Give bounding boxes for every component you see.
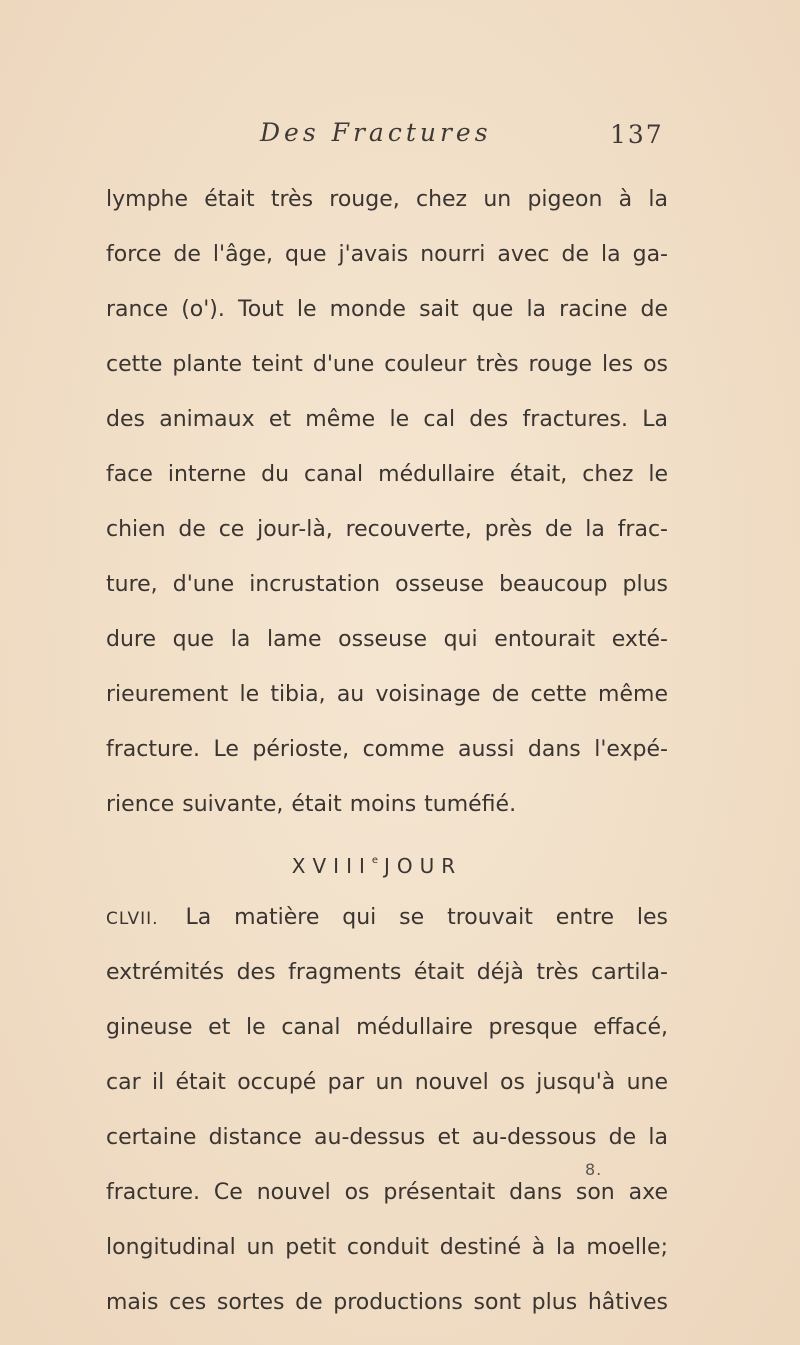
section-heading-numeral: XVIII bbox=[291, 854, 372, 878]
section-heading-superscript: e bbox=[371, 855, 379, 866]
page-number: 137 bbox=[610, 120, 664, 149]
paragraph-first-line bbox=[106, 890, 668, 945]
paragraph-number: CLVII. bbox=[106, 909, 159, 929]
text-block bbox=[106, 172, 668, 1330]
text-line: lymphe était très rouge, chez un pigeon à la bbox=[106, 187, 668, 212]
signature-mark: 8. bbox=[585, 1160, 603, 1179]
text-line: chien de ce jour-là, recouverte, près de la frac- bbox=[106, 517, 668, 542]
text-line: dure que la lame osseuse qui entourait exté- bbox=[106, 627, 668, 652]
text-line: longitudinal un petit conduit destiné à la moelle; bbox=[106, 1235, 668, 1260]
text-line: rieurement le tibia, au voisinage de cette même bbox=[106, 682, 668, 707]
paragraph-first-line-text: La matière qui se trouvait entre les bbox=[185, 905, 669, 930]
text-line: car il était occupé par un nouvel os jusqu'à une bbox=[106, 1070, 668, 1095]
text-line: force de l'âge, que j'avais nourri avec de la ga- bbox=[106, 242, 668, 267]
text-line: fracture. Ce nouvel os présentait dans son axe bbox=[106, 1180, 668, 1205]
running-head bbox=[0, 118, 800, 158]
text-line: rance (o'). Tout le monde sait que la racine de bbox=[106, 297, 668, 322]
text-line: face interne du canal médullaire était, chez le bbox=[106, 462, 668, 487]
section-heading bbox=[106, 832, 668, 890]
running-title: Des Fractures bbox=[260, 118, 492, 147]
text-line: des animaux et même le cal des fractures. La bbox=[106, 407, 668, 432]
text-line: certaine distance au-dessus et au-dessous de la bbox=[106, 1125, 668, 1150]
text-line: ture, d'une incrustation osseuse beaucoup plus bbox=[106, 572, 668, 597]
text-line: cette plante teint d'une couleur très rouge les os bbox=[106, 352, 668, 377]
text-line: mais ces sortes de productions sont plus hâtives bbox=[106, 1290, 668, 1315]
text-line: extrémités des fragments était déjà très cartila- bbox=[106, 960, 668, 985]
text-line: gineuse et le canal médullaire presque effacé, bbox=[106, 1015, 668, 1040]
text-line: rience suivante, était moins tuméfié. bbox=[106, 792, 517, 817]
section-heading-word: JOUR bbox=[384, 854, 463, 878]
text-line: fracture. Le périoste, comme aussi dans l'expé- bbox=[106, 737, 668, 762]
